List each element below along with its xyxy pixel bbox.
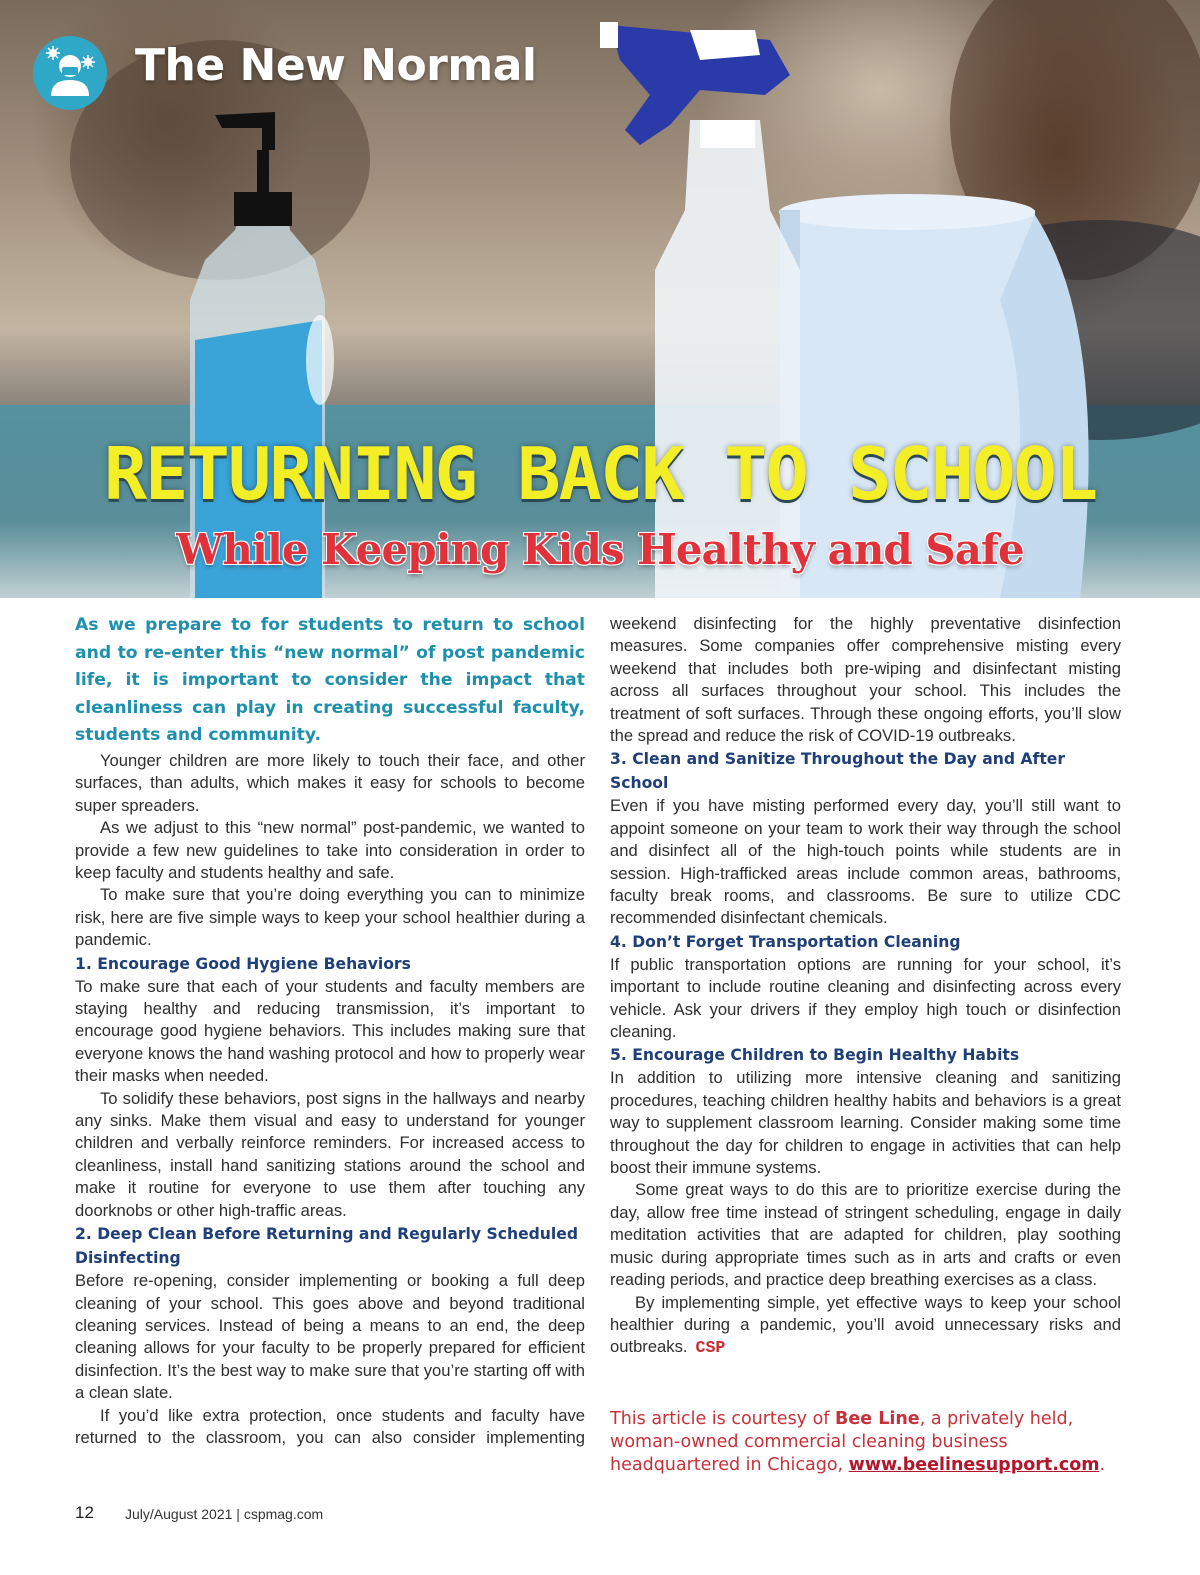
paragraph-continuation: weekend disinfecting for the highly preventative disinfection measures. Some companies offer comprehensive misting every weekend that includes both pre-wiping and disinfectant misting across all surfaces throughout your school. This includes the treatment of soft surfaces. Through these ongoing efforts, you’ll slow the spread and reduce the risk of COVID-19 outbreaks. [610, 614, 1121, 746]
paragraph-final [610, 1292, 1121, 1360]
paragraph: Younger children are more likely to touch their face, and other surfaces, than adults, which makes it easy for schools to become super spreaders. [75, 750, 585, 815]
section-heading-5: 5. Encourage Children to Begin Healthy Habits [610, 1046, 1020, 1065]
section-heading-4: 4. Don’t Forget Transportation Cleaning [610, 932, 961, 951]
final-text: By implementing simple, yet effective ways to keep your school healthier during a pandemic, you’ll avoid unnecessary risks and outbreaks. [610, 1292, 1121, 1357]
issue-info: July/August 2021 | cspmag.com [125, 1506, 324, 1522]
section-title: The New Normal [135, 40, 537, 91]
paragraph: To make sure that you’re doing everything you can to minimize risk, here are five simple ways to keep your school healthier during a pandemic. [75, 885, 585, 950]
article-column-left [75, 612, 585, 1449]
credit-company: Bee Line [835, 1409, 920, 1429]
credit-prefix: This article is courtesy of [610, 1409, 836, 1429]
article-credit [610, 1408, 1130, 1477]
article-column-right [610, 613, 1121, 1360]
subheadline: While Keeping Kids Healthy and Safe [176, 525, 1024, 574]
page-number: 12 [75, 1503, 94, 1522]
credit-suffix: . [1099, 1455, 1106, 1475]
paragraph: Some great ways to do this are to prioritize exercise during the day, allow free time instead of stringent scheduling, engage in daily meditation activities that are adapted for children, play soothing music during appropriate times such as in arts and crafts or even reading periods, and practice deep breathing exercises as a class. [610, 1180, 1121, 1290]
credit-middle: , a privately held, woman-owned commercial cleaning business headquartered in Chicago, [610, 1409, 1074, 1475]
paragraph: To solidify these behaviors, post signs in the hallways and nearby any sinks. Make them visual and easy to understand for younger children and verbally reinforce reminders. For increased access to cleanliness, install hand sanitizing stations around the school and make it routine for everyone to use them after touching any doorknobs or other high-traffic areas. [75, 1088, 585, 1220]
headline: RETURNING BACK TO SCHOOL [103, 432, 1097, 516]
section-heading-3: 3. Clean and Sanitize Throughout the Day and After School [610, 750, 1066, 793]
person-with-mask-and-virus-icon [33, 36, 107, 110]
end-mark: CSP [695, 1338, 726, 1358]
section-heading-1: 1. Encourage Good Hygiene Behaviors [75, 954, 411, 973]
paragraph: In addition to utilizing more intensive cleaning and sanitizing procedures, teaching children healthy habits and behaviors is a great way to supplement classroom learning. Consider making some time throughout the day for children to engage in activities that can help boost their immune systems. [610, 1068, 1121, 1178]
credit-link[interactable]: www.beelinesupport.com [848, 1455, 1100, 1475]
paragraph: Even if you have misting performed every day, you’ll still want to appoint someone on your team to work their way through the school and disinfect all of the high-touch points while students are in session. High-trafficked areas include common areas, bathrooms, faculty break rooms, and classrooms. Be sure to utilize CDC recommended disinfectant chemicals. [610, 796, 1121, 928]
paragraph: If public transportation options are running for your school, it’s important to include routine cleaning and disinfecting across every vehicle. Ask your drivers if they employ high touch or disinfection cleaning. [610, 954, 1121, 1042]
paragraph-continued: If you’d like extra protection, once students and faculty have returned to the classroom, you can also consider implementing [75, 1405, 585, 1447]
paragraph: As we adjust to this “new normal” post-pandemic, we wanted to provide a few new guidelines to take into consideration in order to keep faculty and students healthy and safe. [75, 818, 585, 882]
paragraph: To make sure that each of your students and faculty members are staying healthy and reducing transmission, it’s important to encourage good hygiene behaviors. This includes making sure that everyone knows the hand washing protocol and how to properly wear their masks when needed. [75, 976, 585, 1086]
paragraph: Before re-opening, consider implementing or booking a full deep cleaning of your school. This goes above and beyond traditional cleaning services. Instead of being a means to an end, the deep cleaning allows for your faculty to be properly prepared for efficient disinfection. It’s the best way to make sure that you’re starting off with a clean slate. [75, 1271, 585, 1403]
section-heading-2: 2. Deep Clean Before Returning and Regularly Scheduled Disinfecting [75, 1225, 578, 1268]
hero-photo [0, 0, 1200, 598]
paragraph-continuation-window [610, 613, 1121, 747]
article-intro: As we prepare to for students to return to school and to re-enter this “new normal” of post pandemic life, it is important to consider the impact that cleanliness can play in creating successful faculty, students and community. [75, 615, 585, 746]
